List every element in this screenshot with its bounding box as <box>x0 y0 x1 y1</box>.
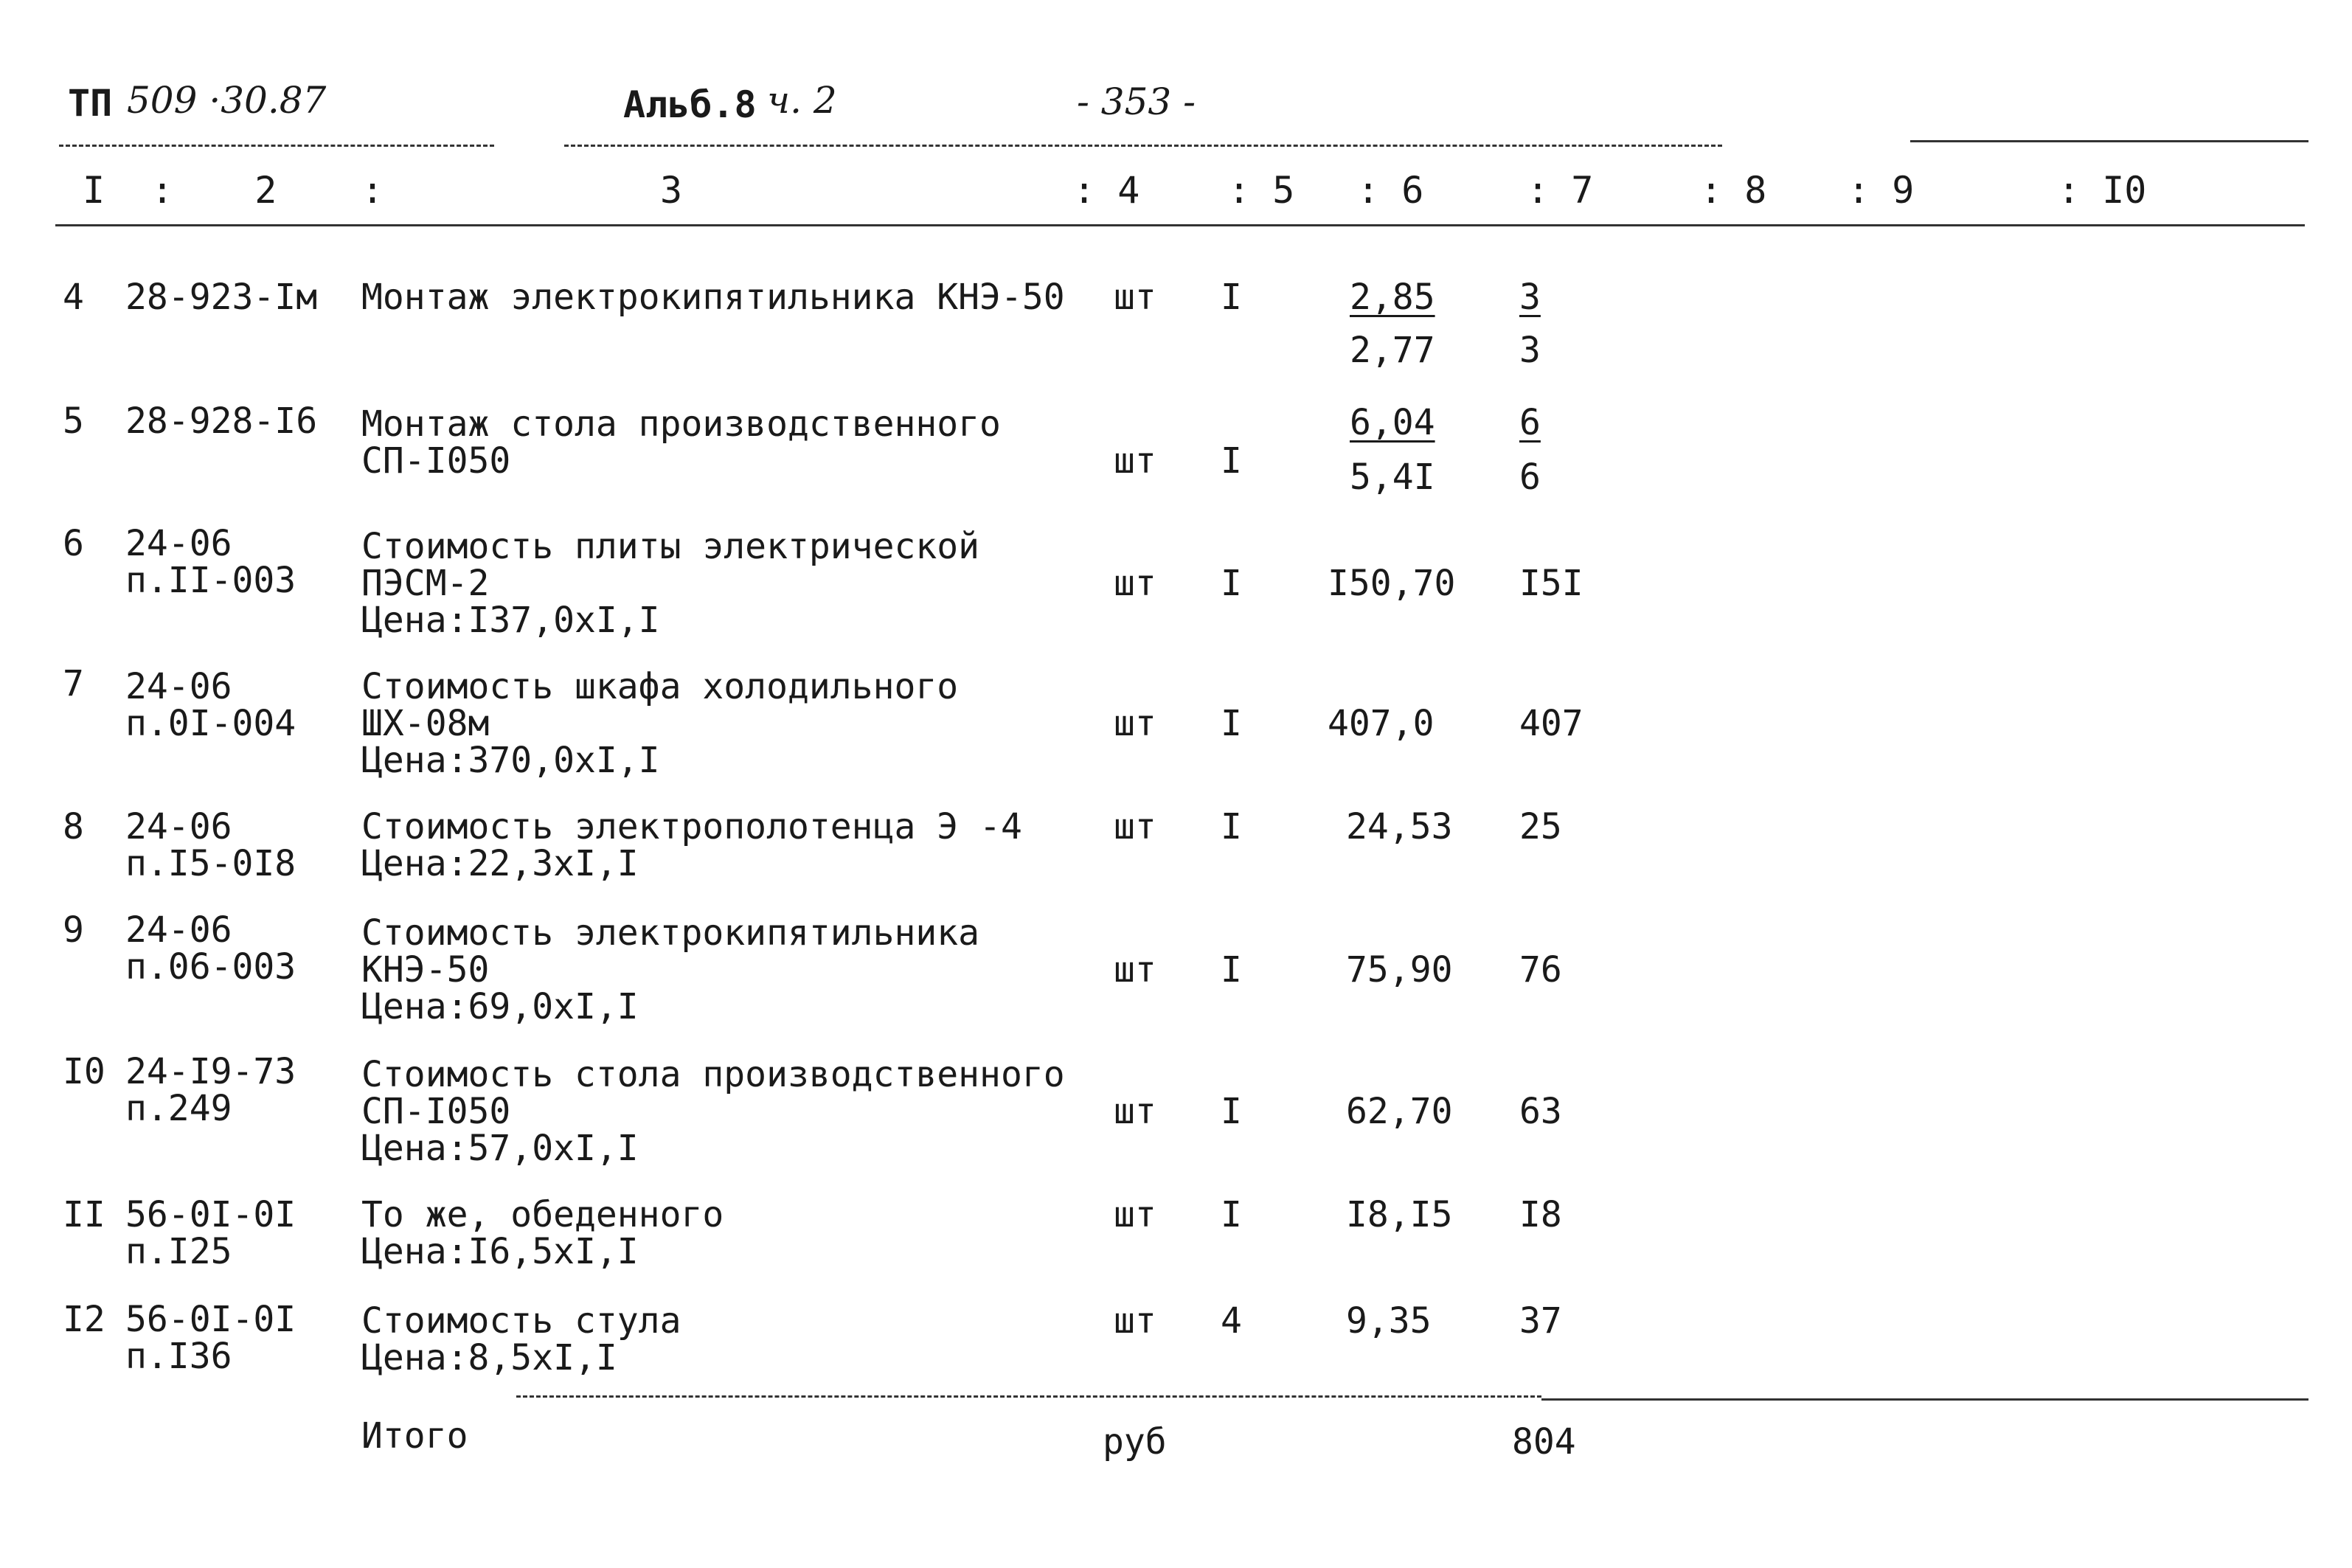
column-header-8: : 8 <box>1700 169 1767 212</box>
row-description-line: Стоимость электрополотенца Э -4 <box>361 806 1022 847</box>
row-unit: шт <box>1114 1300 1156 1342</box>
page-number: - 353 - <box>1077 80 1196 123</box>
row-description-line: То же, обеденного <box>361 1194 724 1235</box>
row-number: 9 <box>63 909 84 951</box>
row-description-line: Цена:8,5хI,I <box>361 1337 617 1378</box>
row-code-line: 24-06 <box>125 666 232 707</box>
row-quantity: I <box>1221 1194 1242 1235</box>
row-description <box>361 808 1022 882</box>
row-code-line: п.249 <box>125 1088 232 1129</box>
row-description: Монтаж электрокипятильника КНЭ-50 <box>361 277 1065 318</box>
row-description <box>361 1056 1065 1167</box>
row-quantity: I <box>1221 703 1242 744</box>
row-total-top: 6 <box>1519 402 1541 443</box>
row-unit: шт <box>1114 1091 1156 1132</box>
row-price-bottom: 2,77 <box>1350 330 1435 371</box>
total-rule-right <box>1541 1398 2308 1401</box>
row-unit: шт <box>1114 1194 1156 1235</box>
row-price-bottom: 5,4I <box>1350 457 1435 498</box>
row-quantity: I <box>1221 277 1242 318</box>
row-number: 8 <box>63 806 84 847</box>
row-description <box>361 1196 724 1270</box>
row-code-line: 24-06 <box>125 806 232 847</box>
album-label: Альб.8 <box>623 83 757 126</box>
column-header-10: : I0 <box>2058 169 2147 212</box>
row-description-line: Стоимость электрокипятильника <box>361 912 980 954</box>
row-number: II <box>63 1194 105 1235</box>
row-description-line: Монтаж стола производственного <box>361 403 1001 445</box>
row-code <box>125 668 296 742</box>
row-code-line: п.I36 <box>125 1336 232 1377</box>
row-number: 6 <box>63 523 84 564</box>
row-description-line: Стоимость шкафа холодильного <box>361 666 959 707</box>
row-price: 24,53 <box>1346 806 1453 847</box>
total-unit: руб <box>1103 1421 1167 1463</box>
row-unit: шт <box>1114 949 1156 991</box>
row-description-line: Цена:I37,0хI,I <box>361 600 660 641</box>
row-number: 5 <box>63 400 84 442</box>
row-code <box>125 1196 296 1270</box>
row-total: 407 <box>1519 703 1583 744</box>
row-total-bottom: 3 <box>1519 330 1541 371</box>
column-header-sep: : <box>361 169 384 212</box>
row-code-line: п.I5-0I8 <box>125 843 296 884</box>
row-description-line: Цена:I6,5хI,I <box>361 1231 639 1272</box>
row-price: 75,90 <box>1346 949 1453 991</box>
row-quantity: 4 <box>1221 1300 1242 1342</box>
row-number: I0 <box>63 1051 105 1092</box>
row-unit: шт <box>1114 806 1156 847</box>
row-quantity: I <box>1221 440 1242 482</box>
row-description-line: ПЭСМ-2 <box>361 563 490 604</box>
row-description-line: ШХ-08м <box>361 703 490 744</box>
row-description <box>361 528 979 639</box>
row-code <box>125 909 296 988</box>
header-rule-right <box>1910 140 2308 142</box>
row-quantity: I <box>1221 949 1242 991</box>
row-total: 37 <box>1519 1300 1562 1342</box>
row-price: I8,I5 <box>1346 1194 1453 1235</box>
column-header-9: : 9 <box>1848 169 1915 212</box>
column-header-5: : 5 <box>1228 169 1295 212</box>
column-header-3: 3 <box>660 169 683 212</box>
row-price: I50,70 <box>1328 563 1456 604</box>
row-code-line: п.I25 <box>125 1231 232 1272</box>
row-total: 76 <box>1519 949 1562 991</box>
row-number: I2 <box>63 1299 105 1340</box>
row-description <box>361 403 1001 482</box>
row-price: 9,35 <box>1346 1300 1432 1342</box>
doc-number: 509 ·30.87 <box>127 79 327 122</box>
row-code <box>125 525 296 599</box>
row-unit: шт <box>1114 563 1156 604</box>
row-code <box>125 1053 296 1127</box>
row-total: 25 <box>1519 806 1562 847</box>
row-code-line: п.06-003 <box>125 946 296 988</box>
row-code-line: 24-06 <box>125 909 232 951</box>
row-description <box>361 668 958 779</box>
row-number: 4 <box>63 277 84 318</box>
row-number: 7 <box>63 663 84 704</box>
row-price: 62,70 <box>1346 1091 1453 1132</box>
row-code: 28-928-I6 <box>125 400 318 442</box>
row-code-line: 24-I9-73 <box>125 1051 296 1092</box>
column-header-7: : 7 <box>1527 169 1594 212</box>
row-description-line: Цена:57,0хI,I <box>361 1128 639 1169</box>
row-description-line: СП-I050 <box>361 440 511 482</box>
row-code-line: п.0I-004 <box>125 703 296 744</box>
row-price: 407,0 <box>1328 703 1435 744</box>
row-description-line: Цена:370,0хI,I <box>361 740 660 781</box>
row-unit: шт <box>1114 440 1156 482</box>
total-label: Итого <box>361 1415 468 1457</box>
column-header-1: I <box>83 169 105 212</box>
row-description <box>361 912 980 1027</box>
row-code-line: 24-06 <box>125 523 232 564</box>
row-total: I8 <box>1519 1194 1562 1235</box>
row-code-line: 56-0I-0I <box>125 1194 296 1235</box>
row-price-top: 6,04 <box>1350 402 1435 443</box>
row-code-line: 56-0I-0I <box>125 1299 296 1340</box>
row-description-line: КНЭ-50 <box>361 949 490 991</box>
row-quantity: I <box>1221 806 1242 847</box>
row-quantity: I <box>1221 563 1242 604</box>
column-header-rule <box>55 224 2305 226</box>
row-description <box>361 1302 681 1376</box>
row-code <box>125 1301 296 1375</box>
total-rule <box>516 1395 1541 1398</box>
total-value: 804 <box>1512 1421 1576 1463</box>
row-total: I5I <box>1519 563 1583 604</box>
row-unit: шт <box>1114 277 1156 318</box>
column-header-2: : 2 <box>151 169 277 212</box>
row-code: 28-923-Iм <box>125 277 318 318</box>
row-description-line: Цена:69,0хI,I <box>361 986 639 1027</box>
row-quantity: I <box>1221 1091 1242 1132</box>
album-part: ч. 2 <box>767 79 837 122</box>
row-price-top: 2,85 <box>1350 277 1435 318</box>
row-description-line: Стоимость стула <box>361 1300 681 1342</box>
row-total-bottom: 6 <box>1519 457 1541 498</box>
row-description-line: Стоимость плиты электрической <box>361 526 980 567</box>
row-description-line: Цена:22,3хI,I <box>361 843 639 884</box>
row-description-line: Стоимость стола производственного <box>361 1054 1065 1095</box>
column-header-4: : 4 <box>1073 169 1140 212</box>
row-code <box>125 808 296 882</box>
row-description-line: СП-I050 <box>361 1091 511 1132</box>
header-rule-left <box>59 145 494 147</box>
row-unit: шт <box>1114 703 1156 744</box>
row-code-line: п.II-003 <box>125 560 296 601</box>
row-total-top: 3 <box>1519 277 1541 318</box>
header-rule-mid <box>564 145 1722 147</box>
row-total: 63 <box>1519 1091 1562 1132</box>
doc-code: ТП <box>68 82 113 125</box>
column-header-6: : 6 <box>1357 169 1424 212</box>
